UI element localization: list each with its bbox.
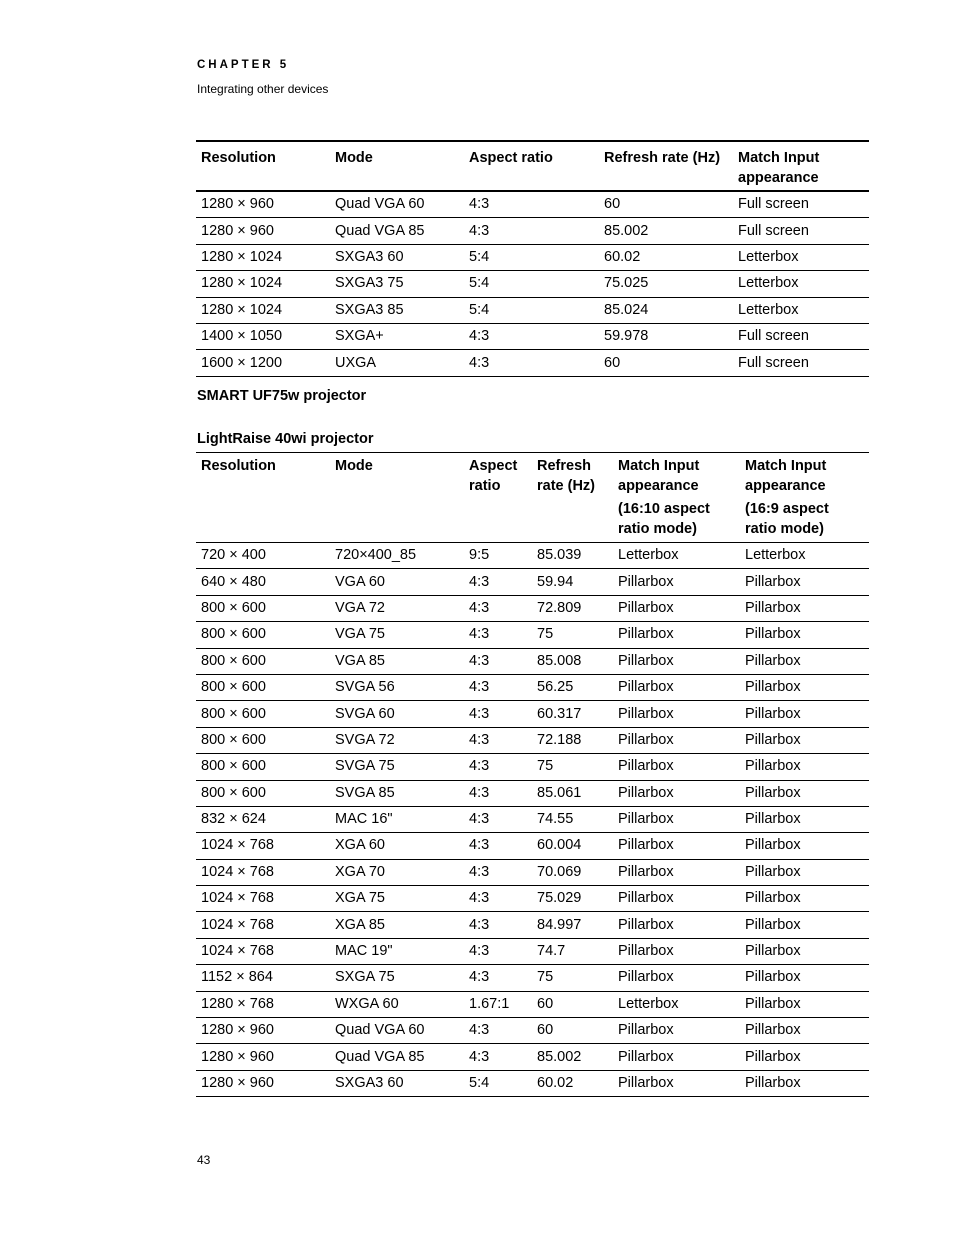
table-cell: Pillarbox xyxy=(740,833,869,859)
table-cell: 60.02 xyxy=(599,244,733,270)
table-cell: 4:3 xyxy=(464,727,532,753)
table-cell: 5:4 xyxy=(464,297,599,323)
table-cell: MAC 16" xyxy=(330,806,464,832)
table2-body xyxy=(196,543,869,1097)
table-cell: Pillarbox xyxy=(740,1044,869,1070)
table-row xyxy=(196,1018,869,1044)
table-cell: 85.024 xyxy=(599,297,733,323)
table-row xyxy=(196,886,869,912)
table-cell: 4:3 xyxy=(464,323,599,349)
table-row xyxy=(196,1044,869,1070)
table1-body xyxy=(196,191,869,376)
table-cell: Pillarbox xyxy=(740,701,869,727)
table-cell: Pillarbox xyxy=(613,859,740,885)
table-cell: VGA 72 xyxy=(330,595,464,621)
section-heading-uf75w: SMART UF75w projector xyxy=(197,388,367,404)
table-cell: 74.7 xyxy=(532,938,613,964)
table-cell: Pillarbox xyxy=(613,1044,740,1070)
table-cell: Letterbox xyxy=(733,271,869,297)
table-cell: Pillarbox xyxy=(740,569,869,595)
table-cell: Pillarbox xyxy=(740,991,869,1017)
table-cell: 4:3 xyxy=(464,701,532,727)
table-cell: XGA 60 xyxy=(330,833,464,859)
table-cell: 60 xyxy=(599,191,733,218)
column-header xyxy=(196,453,330,543)
table-cell: Pillarbox xyxy=(740,1070,869,1096)
table-cell: SXGA3 60 xyxy=(330,244,464,270)
table-cell: SXGA 75 xyxy=(330,965,464,991)
table-cell: 56.25 xyxy=(532,674,613,700)
table-cell: 75.025 xyxy=(599,271,733,297)
table-row xyxy=(196,543,869,569)
table-cell: Pillarbox xyxy=(740,965,869,991)
table-cell: Pillarbox xyxy=(613,674,740,700)
table-cell: 800 × 600 xyxy=(196,622,330,648)
table-cell: Quad VGA 60 xyxy=(330,191,464,218)
table-cell: Pillarbox xyxy=(740,1018,869,1044)
table-cell: Pillarbox xyxy=(740,912,869,938)
table-cell: 4:3 xyxy=(464,938,532,964)
table-cell: 1600 × 1200 xyxy=(196,350,330,376)
table-cell: 640 × 480 xyxy=(196,569,330,595)
table-cell: 59.94 xyxy=(532,569,613,595)
table-cell: 4:3 xyxy=(464,648,532,674)
table-cell: Pillarbox xyxy=(613,727,740,753)
table-cell: 75 xyxy=(532,754,613,780)
table-cell: UXGA xyxy=(330,350,464,376)
table-cell: Pillarbox xyxy=(613,622,740,648)
table-cell: Pillarbox xyxy=(613,1070,740,1096)
table-cell: 1400 × 1050 xyxy=(196,323,330,349)
table-header-row xyxy=(196,453,869,543)
table-cell: 1280 × 960 xyxy=(196,1018,330,1044)
table-cell: Pillarbox xyxy=(613,1018,740,1044)
table-cell: Pillarbox xyxy=(613,886,740,912)
table-cell: 800 × 600 xyxy=(196,727,330,753)
table-row xyxy=(196,991,869,1017)
table-cell: SXGA3 60 xyxy=(330,1070,464,1096)
table-cell: Pillarbox xyxy=(613,754,740,780)
section-heading-lightraise-40wi: LightRaise 40wi projector xyxy=(197,431,374,447)
table-cell: Pillarbox xyxy=(740,622,869,648)
table-row xyxy=(196,622,869,648)
table-cell: XGA 75 xyxy=(330,886,464,912)
table-row xyxy=(196,218,869,244)
table-cell: Full screen xyxy=(733,323,869,349)
table-cell: 4:3 xyxy=(464,754,532,780)
table-cell: 1152 × 864 xyxy=(196,965,330,991)
table-cell: XGA 85 xyxy=(330,912,464,938)
table-row xyxy=(196,912,869,938)
table-row xyxy=(196,727,869,753)
table-cell: VGA 85 xyxy=(330,648,464,674)
table-cell: Full screen xyxy=(733,191,869,218)
table-cell: 4:3 xyxy=(464,218,599,244)
table-cell: 59.978 xyxy=(599,323,733,349)
table-cell: 72.188 xyxy=(532,727,613,753)
table-cell: Pillarbox xyxy=(613,833,740,859)
table-cell: 1280 × 768 xyxy=(196,991,330,1017)
table-cell: Pillarbox xyxy=(613,701,740,727)
table-cell: Pillarbox xyxy=(740,806,869,832)
table-cell: XGA 70 xyxy=(330,859,464,885)
column-header xyxy=(740,453,869,543)
table-cell: MAC 19" xyxy=(330,938,464,964)
table-cell: Letterbox xyxy=(740,543,869,569)
table-row xyxy=(196,648,869,674)
table-cell: VGA 75 xyxy=(330,622,464,648)
table-cell: 1280 × 1024 xyxy=(196,271,330,297)
table-cell: SVGA 60 xyxy=(330,701,464,727)
column-header xyxy=(532,453,613,543)
column-header-label: Match Input appearance xyxy=(618,458,700,494)
table-header-row xyxy=(196,141,869,191)
column-header: Resolution xyxy=(201,150,276,166)
column-header-label: Match Input appearance xyxy=(745,458,827,494)
table-cell: 1280 × 1024 xyxy=(196,297,330,323)
table-cell: 832 × 624 xyxy=(196,806,330,832)
table-cell: 4:3 xyxy=(464,780,532,806)
table-cell: Pillarbox xyxy=(613,938,740,964)
table-cell: 1024 × 768 xyxy=(196,938,330,964)
table-cell: 85.002 xyxy=(599,218,733,244)
table-cell: Pillarbox xyxy=(740,780,869,806)
column-header-label: Resolution xyxy=(201,458,276,474)
table-row xyxy=(196,806,869,832)
table-row xyxy=(196,271,869,297)
table-cell: 4:3 xyxy=(464,1018,532,1044)
table-cell: SXGA+ xyxy=(330,323,464,349)
chapter-subtitle: Integrating other devices xyxy=(197,82,329,96)
column-header: Aspect ratio xyxy=(469,150,553,166)
table-cell: 1024 × 768 xyxy=(196,833,330,859)
chapter-label: CHAPTER 5 xyxy=(197,59,290,71)
table-cell: 800 × 600 xyxy=(196,674,330,700)
table-row xyxy=(196,1070,869,1096)
table-cell: Quad VGA 60 xyxy=(330,1018,464,1044)
table-cell: 4:3 xyxy=(464,912,532,938)
table-cell: 720 × 400 xyxy=(196,543,330,569)
table-cell: VGA 60 xyxy=(330,569,464,595)
column-header xyxy=(613,453,740,543)
column-header: Mode xyxy=(335,150,373,166)
table-row xyxy=(196,859,869,885)
table-cell: 1280 × 960 xyxy=(196,1044,330,1070)
table-cell: 4:3 xyxy=(464,806,532,832)
table-cell: Pillarbox xyxy=(740,859,869,885)
table-cell: Letterbox xyxy=(613,991,740,1017)
table-row xyxy=(196,780,869,806)
table-cell: 5:4 xyxy=(464,1070,532,1096)
table-cell: 1024 × 768 xyxy=(196,912,330,938)
table-cell: SXGA3 75 xyxy=(330,271,464,297)
table-cell: 1024 × 768 xyxy=(196,886,330,912)
table-row xyxy=(196,754,869,780)
table-cell: Pillarbox xyxy=(613,780,740,806)
table-cell: 4:3 xyxy=(464,191,599,218)
page-number: 43 xyxy=(197,1153,211,1167)
table-cell: 4:3 xyxy=(464,569,532,595)
table-cell: Pillarbox xyxy=(613,569,740,595)
resolution-table-1 xyxy=(196,140,869,377)
table-cell: Pillarbox xyxy=(740,938,869,964)
column-header-label: Refresh rate (Hz) xyxy=(537,458,596,494)
table-cell: Pillarbox xyxy=(613,965,740,991)
table-cell: 4:3 xyxy=(464,859,532,885)
table-cell: Letterbox xyxy=(733,244,869,270)
column-header xyxy=(464,453,532,543)
table-cell: Pillarbox xyxy=(740,648,869,674)
table-cell: 85.008 xyxy=(532,648,613,674)
table-row xyxy=(196,244,869,270)
table-cell: 60 xyxy=(532,1018,613,1044)
table-row xyxy=(196,701,869,727)
table-row xyxy=(196,938,869,964)
table-cell: SVGA 72 xyxy=(330,727,464,753)
table-cell: 4:3 xyxy=(464,886,532,912)
table-cell: 4:3 xyxy=(464,965,532,991)
column-header-label: Mode xyxy=(335,458,373,474)
table-cell: SVGA 56 xyxy=(330,674,464,700)
table-row xyxy=(196,674,869,700)
table-row xyxy=(196,323,869,349)
table-cell: 85.061 xyxy=(532,780,613,806)
table-cell: Pillarbox xyxy=(613,595,740,621)
table-row xyxy=(196,191,869,218)
table-cell: 1280 × 1024 xyxy=(196,244,330,270)
table-cell: 4:3 xyxy=(464,674,532,700)
table-cell: 800 × 600 xyxy=(196,595,330,621)
table-row xyxy=(196,965,869,991)
table-cell: 4:3 xyxy=(464,350,599,376)
table-cell: SVGA 75 xyxy=(330,754,464,780)
column-header: Match Input appearance xyxy=(738,150,820,186)
table-cell: 1280 × 960 xyxy=(196,191,330,218)
table-cell: 4:3 xyxy=(464,595,532,621)
table-row xyxy=(196,350,869,376)
table-cell: 75 xyxy=(532,622,613,648)
table-cell: Pillarbox xyxy=(613,806,740,832)
table-cell: Pillarbox xyxy=(740,886,869,912)
table-cell: WXGA 60 xyxy=(330,991,464,1017)
table-cell: 84.997 xyxy=(532,912,613,938)
column-header-sublabel: (16:10 aspect ratio mode) xyxy=(618,501,710,537)
column-header: Refresh rate (Hz) xyxy=(604,150,721,166)
table-cell: 60 xyxy=(599,350,733,376)
table-row xyxy=(196,569,869,595)
table-cell: SXGA3 85 xyxy=(330,297,464,323)
resolution-table-2 xyxy=(196,452,869,1097)
table-cell: 5:4 xyxy=(464,244,599,270)
table-cell: 1.67:1 xyxy=(464,991,532,1017)
table-cell: Quad VGA 85 xyxy=(330,218,464,244)
table-cell: 85.039 xyxy=(532,543,613,569)
table-cell: 74.55 xyxy=(532,806,613,832)
table-cell: SVGA 85 xyxy=(330,780,464,806)
table-cell: 9:5 xyxy=(464,543,532,569)
table-cell: 70.069 xyxy=(532,859,613,885)
table-cell: Full screen xyxy=(733,350,869,376)
table-cell: 4:3 xyxy=(464,622,532,648)
column-header-label: Aspect ratio xyxy=(469,458,518,494)
table-cell: 72.809 xyxy=(532,595,613,621)
table-cell: 75.029 xyxy=(532,886,613,912)
table-cell: 4:3 xyxy=(464,833,532,859)
column-header-sublabel: (16:9 aspect ratio mode) xyxy=(745,501,829,537)
table-cell: 60.317 xyxy=(532,701,613,727)
table-cell: 85.002 xyxy=(532,1044,613,1070)
table-cell: 1280 × 960 xyxy=(196,1070,330,1096)
table-row xyxy=(196,833,869,859)
table-cell: 60 xyxy=(532,991,613,1017)
table-cell: Full screen xyxy=(733,218,869,244)
table-cell: Pillarbox xyxy=(613,912,740,938)
table-cell: Pillarbox xyxy=(740,674,869,700)
table-cell: 720×400_85 xyxy=(330,543,464,569)
table-cell: Letterbox xyxy=(613,543,740,569)
table-cell: 1024 × 768 xyxy=(196,859,330,885)
table-cell: Letterbox xyxy=(733,297,869,323)
table-cell: 4:3 xyxy=(464,1044,532,1070)
table-cell: 60.02 xyxy=(532,1070,613,1096)
table-cell: 1280 × 960 xyxy=(196,218,330,244)
column-header xyxy=(330,453,464,543)
table-cell: 5:4 xyxy=(464,271,599,297)
table-cell: 800 × 600 xyxy=(196,701,330,727)
table-cell: 800 × 600 xyxy=(196,754,330,780)
table-cell: 75 xyxy=(532,965,613,991)
table-cell: 800 × 600 xyxy=(196,648,330,674)
table-cell: Pillarbox xyxy=(613,648,740,674)
table-cell: 60.004 xyxy=(532,833,613,859)
table-cell: Pillarbox xyxy=(740,754,869,780)
table-cell: 800 × 600 xyxy=(196,780,330,806)
table-cell: Pillarbox xyxy=(740,727,869,753)
table-row xyxy=(196,297,869,323)
table-row xyxy=(196,595,869,621)
table-cell: Quad VGA 85 xyxy=(330,1044,464,1070)
table-cell: Pillarbox xyxy=(740,595,869,621)
